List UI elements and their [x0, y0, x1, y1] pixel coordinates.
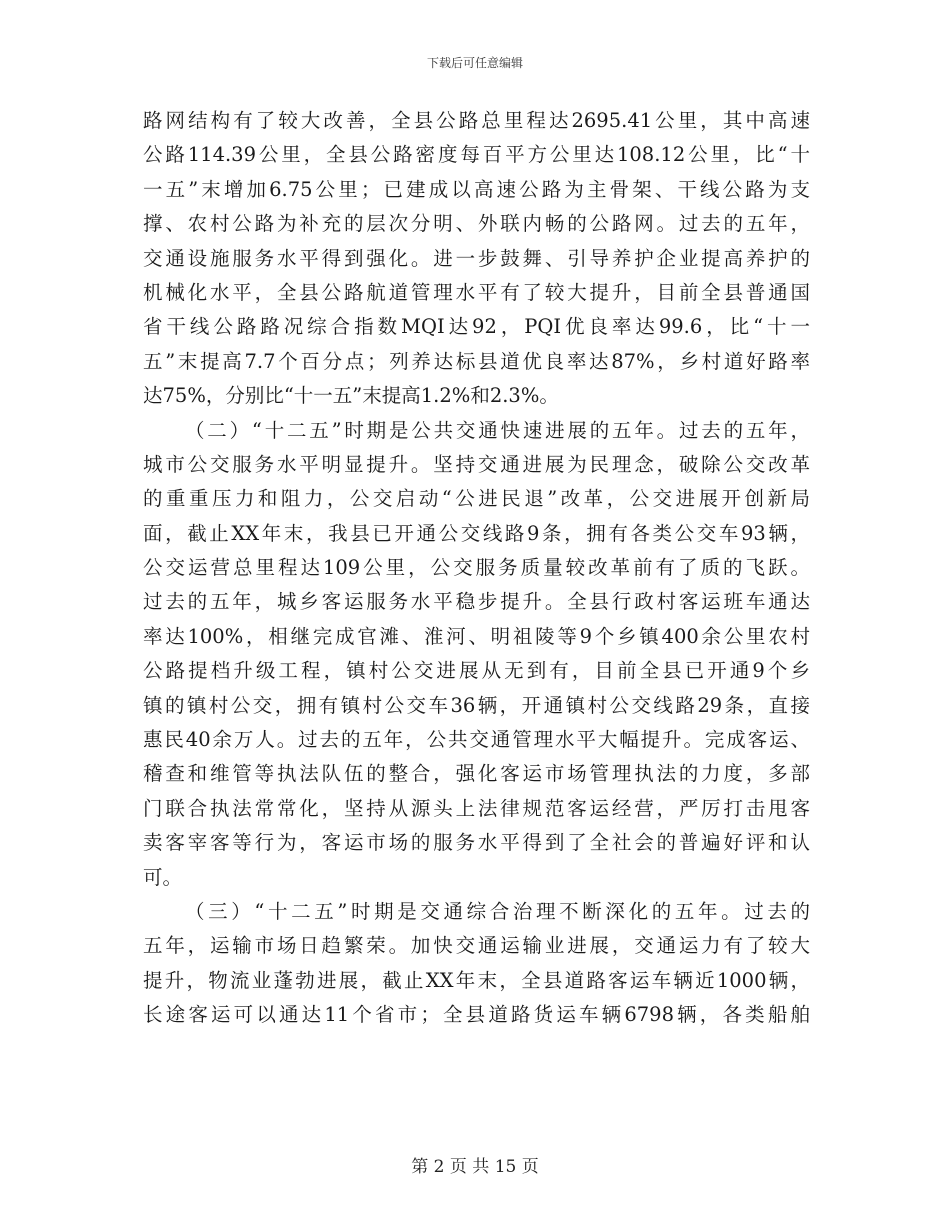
text-line: 公路114.39公里，全县公路密度每百平方公里达108.12公里，比“十	[143, 143, 810, 167]
text-line: 省干线公路路况综合指数MQI达92，PQI优良率达99.6，比“十一	[143, 315, 810, 339]
text-line: 路网结构有了较大改善，全县公路总里程达2695.41公里，其中高速	[143, 109, 810, 132]
text-line: 的重重压力和阻力，公交启动“公进民退”改革，公交进展开创新局	[143, 487, 810, 511]
text-line: 一五”末增加6.75公里；已建成以高速公路为主骨架、干线公路为支	[143, 177, 810, 201]
text-line: 镇的镇村公交，拥有镇村公交车36辆，开通镇村公交线路29条，直接	[143, 693, 810, 717]
text-line: 过去的五年，城乡客运服务水平稳步提升。全县行政村客运班车通达	[143, 590, 810, 614]
text-line: 机械化水平，全县公路航道管理水平有了较大提升，目前全县普通国	[143, 280, 810, 304]
text-line: 城市公交服务水平明显提升。坚持交通进展为民理念，破除公交改革	[143, 452, 810, 476]
text-line: 公交运营总里程达109公里，公交服务质量较改革前有了质的飞跃。	[143, 556, 810, 580]
text-line: 交通设施服务水平得到强化。进一步鼓舞、引导养护企业提高养护的	[143, 246, 810, 270]
text-line: 撑、农村公路为补充的层次分明、外联内畅的公路网。过去的五年，	[143, 212, 810, 236]
text-line: 稽查和维管等执法队伍的整合，强化客运市场管理执法的力度，多部	[143, 762, 810, 786]
text-line: 门联合执法常常化，坚持从源头上法律规范客运经营，严厉打击甩客	[143, 796, 810, 820]
text-line: 率达100%，相继完成官滩、淮河、明祖陵等9个乡镇400余公里农村	[143, 624, 810, 648]
paragraph-heading-line: （三）“十二五”时期是交通综合治理不断深化的五年。过去的	[185, 899, 810, 923]
document-body	[143, 104, 810, 1033]
text-line: 达75%，分别比“十一五”末提高1.2%和2.3%。	[143, 384, 559, 408]
text-line: 五”末提高7.7个百分点；列养达标县道优良率达87%，乡村道好路率	[143, 349, 810, 373]
text-line: 惠民40余万人。过去的五年，公共交通管理水平大幅提升。完成客运、	[143, 728, 810, 752]
page-footer: 第 2 页 共 15 页	[411, 1157, 539, 1177]
page-header: 下载后可任意编辑	[426, 56, 523, 70]
text-line: 公路提档升级工程，镇村公交进展从无到有，目前全县已开通9个乡	[143, 659, 810, 683]
text-line: 五年，运输市场日趋繁荣。加快交通运输业进展，交通运力有了较大	[143, 934, 810, 958]
text-line: 面，截止XX年末，我县已开通公交线路9条，拥有各类公交车93辆，	[143, 521, 810, 545]
text-line: 卖客宰客等行为，客运市场的服务水平得到了全社会的普遍好评和认	[143, 831, 810, 855]
text-line: 长途客运可以通达11个省市；全县道路货运车辆6798辆，各类船舶	[143, 1003, 810, 1027]
paragraph-heading-line: （二）“十二五”时期是公共交通快速进展的五年。过去的五年，	[185, 418, 810, 442]
text-line: 可。	[143, 865, 183, 889]
text-line: 提升，物流业蓬勃进展，截止XX年末，全县道路客运车辆近1000辆，	[143, 968, 810, 992]
